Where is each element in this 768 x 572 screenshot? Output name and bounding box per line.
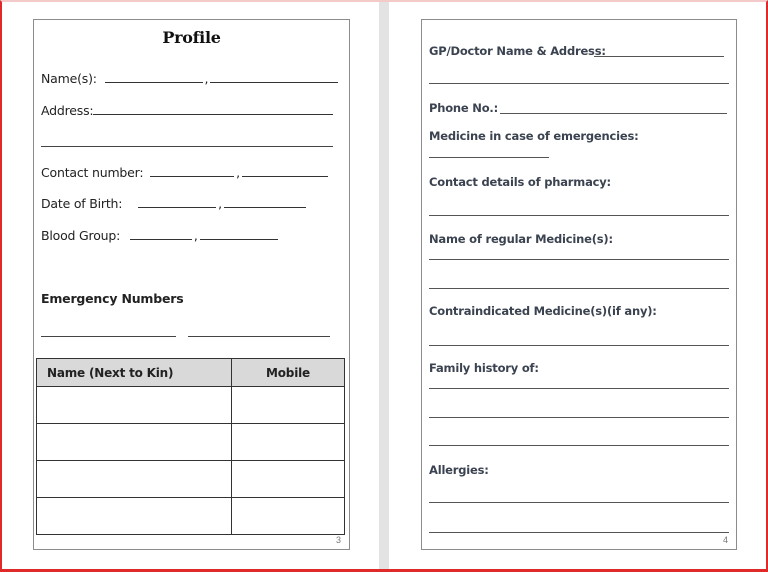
name-field-row <box>41 71 338 86</box>
gp-doctor-blank-1[interactable] <box>594 56 724 57</box>
allergies-blank-1[interactable] <box>429 502 729 503</box>
contact-blank-2[interactable] <box>242 167 328 177</box>
dob-blank-1[interactable] <box>138 198 216 208</box>
emergency-number-blank-1[interactable] <box>41 336 176 337</box>
name-blank-1[interactable] <box>105 73 203 83</box>
emergency-medicine-label: Medicine in case of emergencies: <box>429 129 639 143</box>
name-label: Name(s): <box>41 71 97 86</box>
address-blank-1[interactable] <box>93 105 333 115</box>
dob-label: Date of Birth: <box>41 196 123 211</box>
allergies-label: Allergies: <box>429 463 489 477</box>
page-number: 4 <box>722 535 728 545</box>
blood-group-field-row <box>41 228 278 243</box>
address-label: Address: <box>41 103 94 118</box>
phone-blank[interactable] <box>500 113 727 114</box>
emergency-numbers-heading: Emergency Numbers <box>41 291 184 306</box>
gp-doctor-label <box>429 44 606 58</box>
separator: , <box>204 71 209 86</box>
family-history-blank-1[interactable] <box>429 388 729 389</box>
kin-name-cell[interactable] <box>37 387 232 424</box>
kin-mobile-cell[interactable] <box>232 498 345 535</box>
page-title: Profile <box>162 28 221 47</box>
dob-field-row <box>41 196 306 211</box>
table-row <box>37 461 345 498</box>
emergency-number-blank-2[interactable] <box>188 336 330 337</box>
kin-mobile-cell[interactable] <box>232 424 345 461</box>
regular-medicine-blank-2[interactable] <box>429 288 729 289</box>
separator: , <box>218 196 222 211</box>
column-header-name: Name (Next to Kin) <box>37 359 232 387</box>
profile-page <box>33 19 350 550</box>
separator: , <box>193 228 198 243</box>
address-field-row <box>41 103 333 118</box>
address-blank-2[interactable] <box>41 146 333 147</box>
regular-medicine-blank-1[interactable] <box>429 259 729 260</box>
table-row <box>37 387 345 424</box>
kin-name-cell[interactable] <box>37 461 232 498</box>
name-blank-2[interactable] <box>210 73 338 83</box>
kin-mobile-cell[interactable] <box>232 461 345 498</box>
blood-group-blank-2[interactable] <box>200 230 278 240</box>
kin-name-cell[interactable] <box>37 498 232 535</box>
page-number: 3 <box>335 535 341 545</box>
gp-doctor-label-text: GP/Doctor Name & Address: <box>429 44 606 58</box>
emergency-medicine-blank[interactable] <box>429 157 549 158</box>
pharmacy-label: Contact details of pharmacy: <box>429 175 611 189</box>
table-header-row <box>37 359 345 387</box>
table-row <box>37 424 345 461</box>
blood-group-blank-1[interactable] <box>130 230 192 240</box>
family-history-blank-2[interactable] <box>429 417 729 418</box>
separator: , <box>236 165 240 180</box>
contact-blank-1[interactable] <box>150 167 234 177</box>
pharmacy-blank[interactable] <box>429 215 729 216</box>
page-gutter <box>379 0 389 572</box>
contraindicated-medicine-blank[interactable] <box>429 345 729 346</box>
gp-doctor-blank-2[interactable] <box>429 83 729 84</box>
family-history-blank-3[interactable] <box>429 445 729 446</box>
column-header-mobile: Mobile <box>232 359 345 387</box>
contraindicated-medicine-label: Contraindicated Medicine(s)(if any): <box>429 304 657 318</box>
table-row <box>37 498 345 535</box>
phone-label: Phone No.: <box>429 101 498 115</box>
family-history-label: Family history of: <box>429 361 539 375</box>
blood-group-label: Blood Group: <box>41 228 121 243</box>
regular-medicine-label: Name of regular Medicine(s): <box>429 232 613 246</box>
medical-info-page <box>421 19 737 550</box>
next-of-kin-table <box>36 358 345 535</box>
dob-blank-2[interactable] <box>224 198 306 208</box>
contact-field-row <box>41 165 328 180</box>
contact-label: Contact number: <box>41 165 144 180</box>
kin-name-cell[interactable] <box>37 424 232 461</box>
allergies-blank-2[interactable] <box>429 532 729 533</box>
kin-mobile-cell[interactable] <box>232 387 345 424</box>
